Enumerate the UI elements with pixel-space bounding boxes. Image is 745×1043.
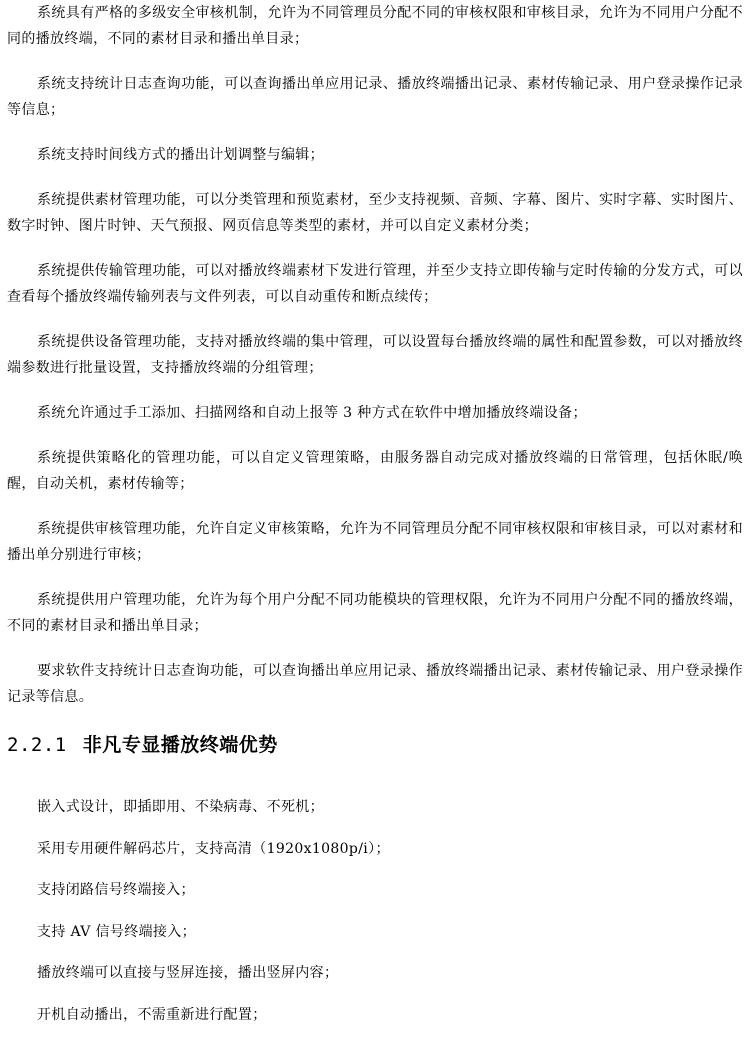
paragraph: 系统提供审核管理功能，允许自定义审核策略，允许为不同管理员分配不同审核权限和审核目录，可以对素材和播出单分别进行审核；: [7, 521, 743, 563]
paragraph: 系统提供传输管理功能，可以对播放终端素材下发进行管理，并至少支持立即传输与定时传输的分发方式，可以查看每个播放终端传输列表与文件列表，可以自动重传和断点续传；: [7, 263, 743, 305]
paragraph: 系统提供素材管理功能，可以分类管理和预览素材，至少支持视频、音频、字幕、图片、实时字幕、实时图片、数字时钟、图片时钟、天气预报、网页信息等类型的素材，并可以自定义素材分类；: [7, 192, 743, 234]
paragraph: 系统提供策略化的管理功能，可以自定义管理策略，由服务器自动完成对播放终端的日常管理，包括休眠/唤醒，自动关机，素材传输等；: [7, 450, 743, 492]
paragraph: 系统支持统计日志查询功能，可以查询播出单应用记录、播放终端播出记录、素材传输记录、用户登录操作记录等信息；: [7, 76, 743, 118]
section-title: 非凡专显播放终端优势: [82, 734, 278, 756]
list-item: 采用专用硬件解码芯片，支持高清（1920x1080p/i）；: [37, 840, 390, 857]
section-number: 2.2.1: [7, 734, 67, 756]
list-item: 嵌入式设计，即插即用、不染病毒、不死机；: [37, 799, 324, 815]
paragraph: 要求软件支持统计日志查询功能，可以查询播出单应用记录、播放终端播出记录、素材传输记录、用户登录操作记录等信息。: [7, 663, 743, 705]
list-item: 支持闭路信号终端接入；: [37, 882, 195, 898]
paragraph: 系统允许通过手工添加、扫描网络和自动上报等 3 种方式在软件中增加播放终端设备；: [37, 405, 587, 421]
paragraph: 系统支持时间线方式的播出计划调整与编辑；: [37, 147, 324, 163]
list-item: 开机自动播出，不需重新进行配置；: [37, 1006, 267, 1023]
paragraph: 系统具有严格的多级安全审核机制，允许为不同管理员分配不同的审核权限和审核目录，允许为不同用户分配不同的播放终端，不同的素材目录和播出单目录；: [7, 5, 743, 47]
feature-list: [0, 794, 745, 1043]
section-heading: [7, 730, 278, 760]
list-item: 播放终端可以直接与竖屏连接，播出竖屏内容；: [37, 965, 339, 981]
list-item: 支持 AV 信号终端接入；: [37, 923, 196, 940]
paragraph: 系统提供设备管理功能，支持对播放终端的集中管理，可以设置每台播放终端的属性和配置参数，可以对播放终端参数进行批量设置，支持播放终端的分组管理；: [7, 334, 743, 376]
paragraph: 系统提供用户管理功能，允许为每个用户分配不同功能模块的管理权限，允许为不同用户分配不同的播放终端，不同的素材目录和播出单目录；: [7, 592, 743, 634]
